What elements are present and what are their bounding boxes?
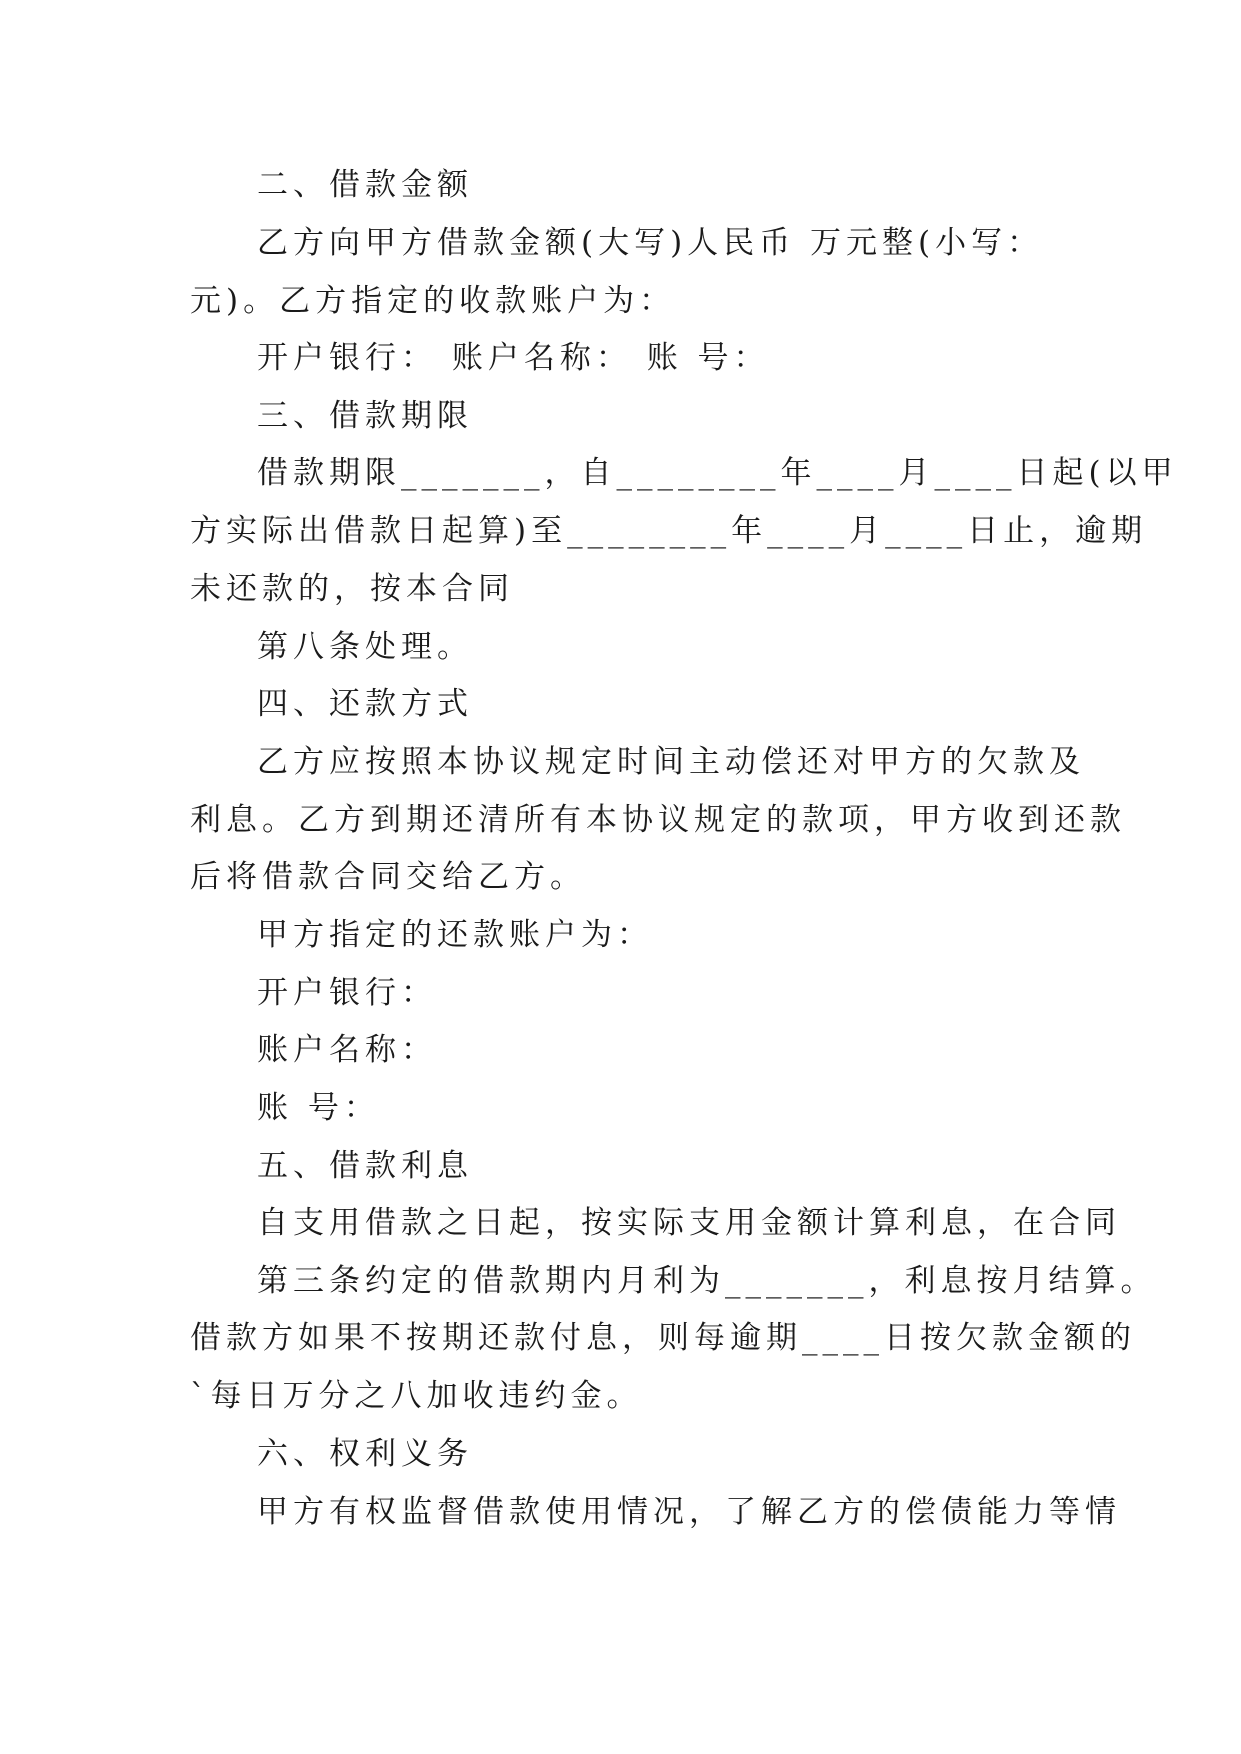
paragraph-line: `每日万分之八加收违约金。 [190, 1378, 643, 1414]
paragraph-line: 开户银行： [257, 975, 437, 1011]
paragraph-line: 第八条处理。 [257, 629, 473, 665]
paragraph-line: 后将借款合同交给乙方。 [190, 859, 586, 895]
section-heading-loan-amount: 二、借款金额 [257, 167, 473, 203]
section-heading-loan-term: 三、借款期限 [257, 398, 473, 434]
paragraph-line: 甲方有权监督借款使用情况，了解乙方的偿债能力等情 [257, 1494, 1121, 1530]
paragraph-line: 乙方向甲方借款金额(大写)人民币 万元整(小写： [257, 225, 1044, 261]
paragraph-line: 元)。乙方指定的收款账户为： [190, 283, 676, 319]
paragraph-line: 账户名称： [257, 1032, 437, 1068]
paragraph-line: 方实际出借款日起算)至________年____月____日止，逾期 [190, 513, 1148, 549]
paragraph-line: 利息。乙方到期还清所有本协议规定的款项，甲方收到还款 [190, 802, 1126, 838]
section-heading-interest: 五、借款利息 [257, 1148, 473, 1184]
paragraph-line: 乙方应按照本协议规定时间主动偿还对甲方的欠款及 [257, 744, 1085, 780]
paragraph-line: 第三条约定的借款期内月利为_______，利息按月结算。 [257, 1263, 1157, 1299]
paragraph-line: 开户银行： 账户名称： 账 号： [257, 340, 770, 376]
paragraph-line: 自支用借款之日起，按实际支用金额计算利息，在合同 [257, 1205, 1121, 1241]
paragraph-line: 账 号： [257, 1090, 380, 1126]
paragraph-line: 未还款的，按本合同 [190, 571, 514, 607]
paragraph-line: 甲方指定的还款账户为： [257, 917, 653, 953]
paragraph-line: 借款期限_______，自________年____月____日起(以甲 [257, 455, 1178, 491]
paragraph-line: 借款方如果不按期还款付息，则每逾期____日按欠款金额的 [190, 1320, 1136, 1356]
section-heading-rights-obligations: 六、权利义务 [257, 1436, 473, 1472]
section-heading-repayment: 四、还款方式 [257, 686, 473, 722]
